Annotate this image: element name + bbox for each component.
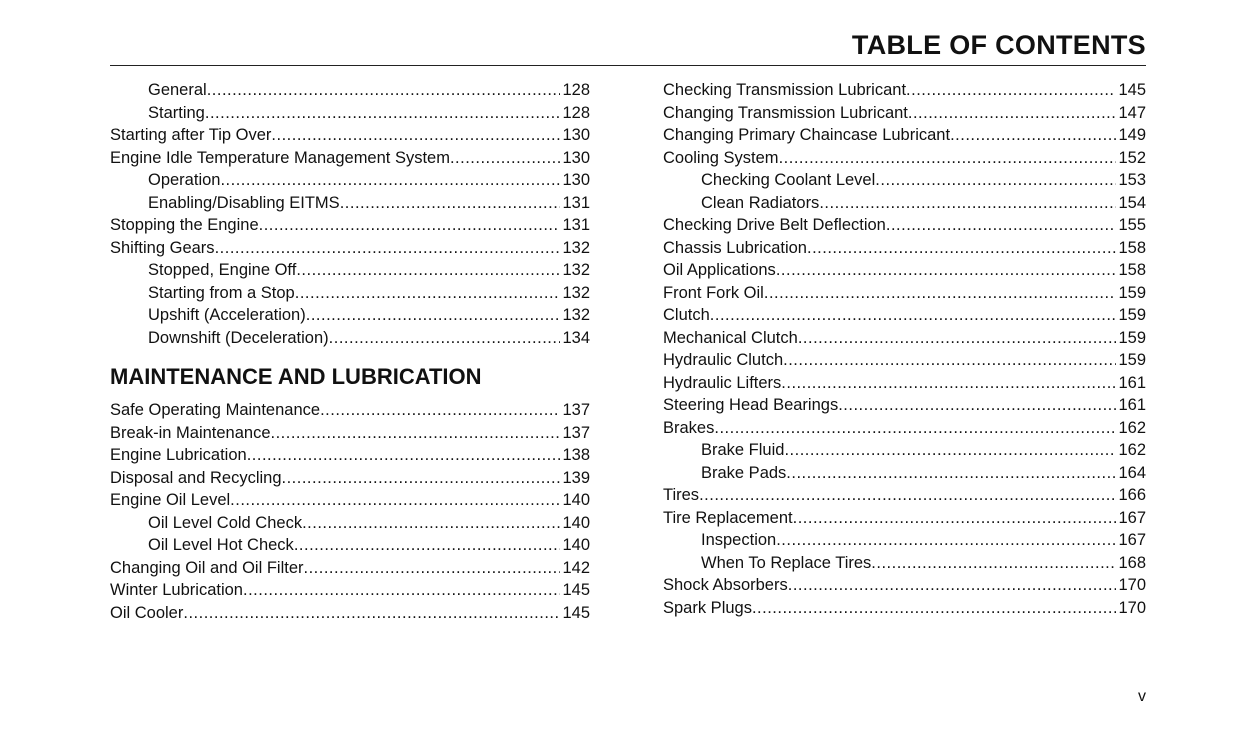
dot-leader [340, 192, 561, 215]
toc-entry[interactable] [663, 79, 1146, 102]
toc-entry-page: 147 [1118, 103, 1146, 122]
toc-entry-page: 140 [562, 513, 590, 532]
toc-entry[interactable] [663, 372, 1146, 395]
toc-entry[interactable] [663, 147, 1146, 170]
toc-entry-page: 130 [562, 171, 590, 189]
toc-entry-page: 158 [1118, 261, 1146, 279]
page-number: v [1138, 688, 1146, 705]
toc-entry-page: 170 [1118, 576, 1146, 594]
toc-entry-label: Engine Oil Level [110, 491, 231, 509]
toc-entry-label: Starting from a Stop [148, 283, 295, 302]
toc-entry[interactable] [110, 79, 590, 102]
toc-entry[interactable] [110, 444, 590, 467]
dot-leader [784, 439, 1116, 462]
toc-entry-label: Disposal and Recycling [110, 468, 282, 487]
toc-entry[interactable] [663, 259, 1146, 282]
toc-entry[interactable] [110, 214, 590, 237]
dot-leader [779, 147, 1117, 170]
dot-leader [320, 399, 560, 422]
toc-entry[interactable] [110, 304, 590, 327]
toc-entry-page: 153 [1118, 171, 1146, 189]
toc-entry-label: Oil Cooler [110, 603, 184, 622]
toc-entry-label: Oil Level Cold Check [148, 513, 303, 532]
toc-entry-label: Changing Primary Chaincase Lubricant [663, 126, 951, 144]
toc-entry-label: Engine Lubrication [110, 446, 247, 464]
toc-entry-label: Checking Transmission Lubricant [663, 81, 907, 99]
toc-entry-label: Hydraulic Lifters [663, 373, 782, 392]
toc-right [663, 79, 1146, 619]
toc-entry[interactable] [663, 349, 1146, 372]
toc-entry-label: Break-in Maintenance [110, 423, 271, 442]
dot-leader [752, 597, 1117, 620]
toc-entry[interactable] [663, 282, 1146, 305]
dot-leader [710, 304, 1117, 327]
toc-entry-page: 162 [1118, 418, 1146, 437]
dot-leader [243, 579, 560, 602]
toc-entry-page: 167 [1118, 531, 1146, 549]
dot-leader [714, 417, 1116, 440]
toc-entry-label: Chassis Lubrication [663, 238, 807, 257]
toc-entry-label: Stopping the Engine [110, 216, 259, 234]
toc-entry[interactable] [663, 439, 1146, 462]
dot-leader [793, 507, 1117, 530]
title-rule [110, 65, 1146, 66]
toc-entry-page: 132 [562, 306, 590, 324]
toc-entry[interactable] [663, 304, 1146, 327]
toc-entry[interactable] [663, 192, 1146, 215]
toc-entry-page: 149 [1118, 126, 1146, 144]
dot-leader [838, 394, 1116, 417]
toc-entry[interactable] [110, 102, 590, 125]
toc-entry-page: 167 [1118, 508, 1146, 527]
dot-leader [950, 124, 1116, 147]
toc-entry-page: 128 [562, 103, 590, 122]
toc-entry[interactable] [110, 467, 590, 490]
toc-entry[interactable] [663, 327, 1146, 350]
dot-leader [205, 102, 561, 125]
dot-leader [906, 79, 1116, 102]
toc-entry-page: 145 [1118, 81, 1146, 99]
toc-entry-page: 145 [562, 581, 590, 599]
toc-entry[interactable] [663, 484, 1146, 507]
dot-leader [450, 147, 561, 170]
dot-leader [294, 534, 561, 557]
toc-entry-page: 161 [1118, 373, 1146, 392]
toc-entry-label: Stopped, Engine Off [148, 261, 297, 279]
dot-leader [783, 349, 1116, 372]
toc-entry-page: 145 [562, 603, 590, 622]
toc-entry[interactable] [110, 602, 590, 625]
toc-entry[interactable] [110, 237, 590, 260]
dot-leader [304, 557, 561, 580]
toc-entry-label: Mechanical Clutch [663, 328, 798, 347]
toc-entry-label: Clutch [663, 306, 710, 324]
toc-entry[interactable] [110, 422, 590, 445]
toc-entry-label: Hydraulic Clutch [663, 351, 784, 369]
toc-entry[interactable] [110, 534, 590, 557]
toc-entry-label: Brake Pads [701, 463, 787, 482]
toc-entry-label: Front Fork Oil [663, 283, 764, 302]
toc-entry[interactable] [663, 237, 1146, 260]
toc-entry-label: Oil Level Hot Check [148, 536, 294, 554]
toc-entry[interactable] [110, 259, 590, 282]
toc-entry-page: 132 [562, 283, 590, 302]
dot-leader [220, 169, 560, 192]
toc-entry[interactable] [663, 214, 1146, 237]
toc-entry[interactable] [110, 327, 590, 350]
dot-leader [764, 282, 1117, 305]
toc-entry-label: Starting [148, 103, 205, 122]
toc-entry[interactable] [663, 597, 1146, 620]
toc-entry-label: General [148, 81, 207, 99]
toc-entry-label: Clean Radiators [701, 193, 820, 212]
dot-leader [295, 282, 561, 305]
toc-entry-label: Spark Plugs [663, 598, 752, 617]
dot-leader [207, 79, 561, 102]
toc-entry-label: Checking Coolant Level [701, 171, 876, 189]
dot-leader [776, 529, 1116, 552]
toc-left-bottom [110, 399, 590, 624]
toc-entry-page: 140 [562, 536, 590, 554]
dot-leader [183, 602, 560, 625]
toc-entry-label: Starting after Tip Over [110, 126, 272, 144]
toc-entry-page: 134 [562, 328, 590, 347]
dot-leader [786, 462, 1116, 485]
toc-entry[interactable] [110, 147, 590, 170]
dot-leader [908, 102, 1117, 125]
toc-entry[interactable] [663, 102, 1146, 125]
dot-leader [296, 259, 560, 282]
dot-leader [871, 552, 1116, 575]
toc-entry-page: 170 [1118, 598, 1146, 617]
toc-entry[interactable] [110, 192, 590, 215]
toc-left-top [110, 79, 590, 349]
toc-entry-label: Tires [663, 486, 700, 504]
toc-entry-label: Winter Lubrication [110, 581, 243, 599]
toc-entry[interactable] [663, 462, 1146, 485]
page-title: TABLE OF CONTENTS [851, 30, 1146, 60]
dot-leader [329, 327, 561, 350]
toc-entry-label: Shifting Gears [110, 238, 215, 257]
toc-entry[interactable] [110, 169, 590, 192]
dot-leader [781, 372, 1116, 395]
toc-entry[interactable] [663, 124, 1146, 147]
dot-leader [271, 124, 560, 147]
toc-entry-page: 166 [1118, 486, 1146, 504]
toc-entry[interactable] [663, 169, 1146, 192]
toc-entry[interactable] [663, 529, 1146, 552]
toc-entry-page: 137 [562, 401, 590, 419]
toc-entry-page: 158 [1118, 238, 1146, 257]
dot-leader [259, 214, 561, 237]
toc-entry-page: 164 [1118, 463, 1146, 482]
toc-entry-label: Brakes [663, 418, 715, 437]
toc-entry-page: 159 [1118, 328, 1146, 347]
toc-entry-label: Tire Replacement [663, 508, 793, 527]
dot-leader [306, 304, 561, 327]
dot-leader [819, 192, 1116, 215]
toc-entry-label: Brake Fluid [701, 441, 785, 459]
dot-leader [271, 422, 561, 445]
toc-entry-label: Engine Idle Temperature Management System [110, 148, 450, 167]
toc-entry-page: 140 [562, 491, 590, 509]
dot-leader [776, 259, 1117, 282]
toc-entry-page: 159 [1118, 283, 1146, 302]
toc-entry-page: 155 [1118, 216, 1146, 234]
toc-entry-page: 128 [562, 81, 590, 99]
dot-leader [247, 444, 561, 467]
toc-entry-label: Enabling/Disabling EITMS [148, 193, 340, 212]
toc-entry-page: 137 [562, 423, 590, 442]
dot-leader [875, 169, 1116, 192]
section-heading: MAINTENANCE AND LUBRICATION [110, 364, 482, 389]
toc-entry[interactable] [110, 557, 590, 580]
toc-entry-page: 159 [1118, 306, 1146, 324]
toc-entry-label: Oil Applications [663, 261, 776, 279]
toc-entry[interactable] [110, 282, 590, 305]
toc-entry-label: Upshift (Acceleration) [148, 306, 306, 324]
dot-leader [699, 484, 1116, 507]
dot-leader [788, 574, 1117, 597]
dot-leader [886, 214, 1117, 237]
toc-entry-page: 168 [1118, 553, 1146, 572]
dot-leader [215, 237, 561, 260]
toc-entry-page: 161 [1118, 396, 1146, 414]
toc-entry[interactable] [110, 579, 590, 602]
toc-entry-page: 162 [1118, 441, 1146, 459]
dot-leader [230, 489, 560, 512]
toc-entry-label: Changing Transmission Lubricant [663, 103, 908, 122]
dot-leader [302, 512, 560, 535]
toc-entry-page: 131 [562, 216, 590, 234]
toc-entry-page: 138 [562, 446, 590, 464]
toc-entry-label: Safe Operating Maintenance [110, 401, 321, 419]
toc-entry-page: 154 [1118, 193, 1146, 212]
toc-entry[interactable] [663, 552, 1146, 575]
toc-entry[interactable] [663, 417, 1146, 440]
toc-entry-label: Steering Head Bearings [663, 396, 839, 414]
toc-entry-label: Inspection [701, 531, 777, 549]
toc-entry-label: When To Replace Tires [701, 553, 872, 572]
toc-entry[interactable] [110, 512, 590, 535]
toc-entry[interactable] [110, 399, 590, 422]
dot-leader [807, 237, 1116, 260]
toc-entry-page: 142 [562, 558, 590, 577]
toc-entry-page: 132 [562, 261, 590, 279]
toc-entry-label: Changing Oil and Oil Filter [110, 558, 304, 577]
toc-entry-label: Operation [148, 171, 221, 189]
toc-entry-page: 139 [562, 468, 590, 487]
dot-leader [798, 327, 1117, 350]
toc-entry[interactable] [663, 507, 1146, 530]
toc-entry-page: 159 [1118, 351, 1146, 369]
toc-entry[interactable] [663, 574, 1146, 597]
toc-entry[interactable] [110, 124, 590, 147]
toc-entry-page: 132 [562, 238, 590, 257]
toc-entry-page: 130 [562, 148, 590, 167]
toc-entry-page: 130 [562, 126, 590, 144]
toc-entry-label: Shock Absorbers [663, 576, 788, 594]
toc-entry-page: 131 [562, 193, 590, 212]
toc-entry-label: Checking Drive Belt Deflection [663, 216, 886, 234]
dot-leader [282, 467, 561, 490]
toc-entry[interactable] [663, 394, 1146, 417]
toc-entry-label: Downshift (Deceleration) [148, 328, 329, 347]
toc-entry-label: Cooling System [663, 148, 779, 167]
toc-entry-page: 152 [1118, 148, 1146, 167]
toc-entry[interactable] [110, 489, 590, 512]
